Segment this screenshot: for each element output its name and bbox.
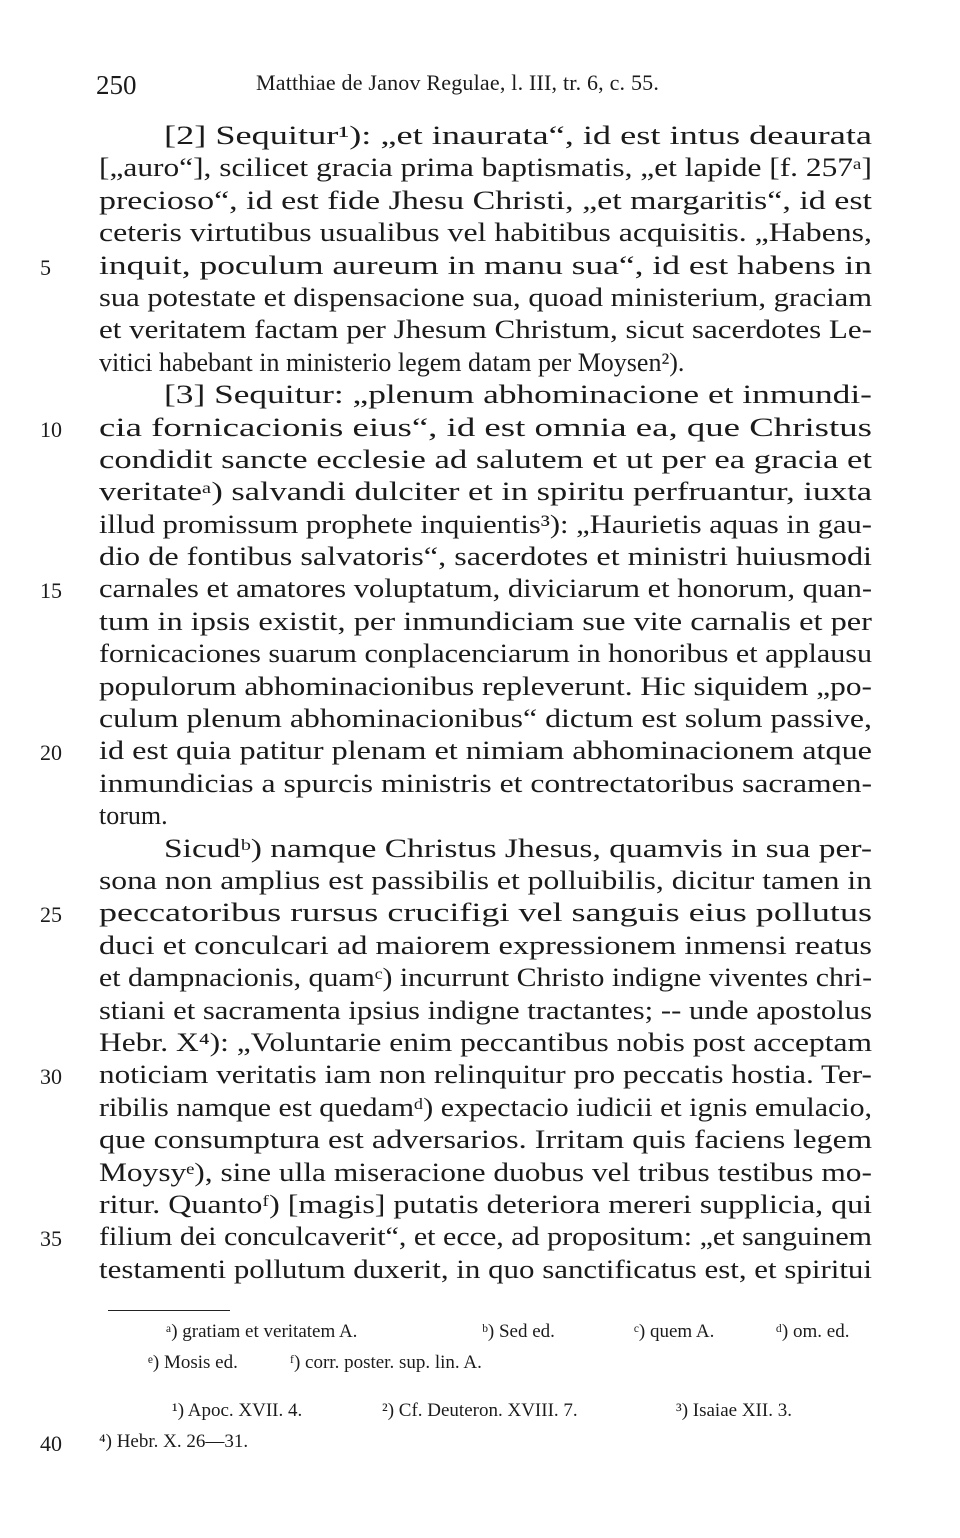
- line-number: 30: [40, 1064, 62, 1090]
- text-line: [0, 476, 960, 508]
- source-footnotes-line: [0, 1397, 960, 1428]
- main-text: [0, 120, 960, 1286]
- line-text: [2] Sequitur¹): „et inaurata“, id est intus deaurata: [164, 121, 873, 150]
- line-text: [3] Sequitur: „plenum abhominacione et inmundi-: [164, 380, 872, 410]
- line-text: Hebr. X⁴): „Voluntarie enim peccantibus nobis post acceptam: [99, 1027, 872, 1057]
- line-number: 10: [40, 416, 62, 442]
- line-text: cia fornicacionis eius“, id est omnia ea, que Christus: [99, 412, 872, 442]
- line-number: 15: [40, 578, 62, 604]
- text-line: [0, 412, 960, 444]
- text-line: [0, 930, 960, 962]
- text-line: [0, 800, 960, 832]
- line-text: Moysyᵉ), sine ulla miseracione duobus vel tribus testibus mo-: [99, 1157, 872, 1187]
- line-text: culum plenum abhominacionibus“ dictum est solum passive,: [99, 704, 873, 734]
- line-number: 40: [40, 1431, 62, 1456]
- footnote-a: ᵃ) gratiam et veritatem A.: [166, 1321, 358, 1342]
- text-line: [0, 1221, 960, 1253]
- line-text: tum in ipsis existit, per inmundiciam sue vite carnalis et per: [99, 606, 872, 636]
- line-text: dio de fontibus salvatoris“, sacerdotes et ministri huiusmodi: [99, 542, 873, 572]
- line-text: Sicudᵇ) namque Christus Jhesus, quamvis in sua per-: [164, 833, 873, 863]
- text-line: [0, 541, 960, 573]
- line-text: noticiam veritatis iam non relinquitur pro peccatis hostia. Ter-: [99, 1060, 872, 1090]
- footnote-b: ᵇ) Sed ed.: [482, 1321, 555, 1342]
- text-line: [0, 735, 960, 767]
- critical-footnotes-line: [0, 1318, 960, 1349]
- text-line: [0, 1189, 960, 1221]
- text-line: [0, 865, 960, 897]
- source-note-2: ²) Cf. Deuteron. XVIII. 7.: [382, 1400, 578, 1421]
- footnote-d: ᵈ) om. ed.: [776, 1321, 850, 1342]
- text-line: [0, 314, 960, 346]
- line-text: fornicaciones suarum conplacenciarum in honoribus et applausu: [99, 639, 872, 669]
- text-line: [0, 1124, 960, 1156]
- line-text: ceteris virtutibus usualibus vel habitibus acquisitis. „Habens,: [99, 218, 872, 248]
- text-line: [0, 962, 960, 994]
- footnote-e: ᵉ) Mosis ed.: [148, 1352, 238, 1373]
- line-text: et veritatem factam per Jhesum Christum, sicut sacerdotes Le-: [99, 315, 873, 345]
- line-text: veritateᵃ) salvandi dulciter et in spiritu perfruantur, iuxta: [99, 477, 873, 507]
- source-note-4: ⁴) Hebr. X. 26—31.: [99, 1431, 249, 1452]
- line-text: sua potestate et dispensacione sua, quoad ministerium, graciam: [99, 282, 873, 312]
- text-line: [0, 573, 960, 605]
- line-text: inquit, poculum aureum in manu sua“, id est habens in: [99, 250, 873, 280]
- source-note-1: ¹) Apoc. XVII. 4.: [172, 1400, 303, 1421]
- page-header: [0, 70, 960, 110]
- line-text: vitici habebant in ministerio legem datam per Moysen²).: [99, 347, 685, 377]
- page-number: 250: [96, 70, 137, 100]
- line-text: testamenti pollutum duxerit, in quo sanctificatus est, et spiritui: [99, 1254, 872, 1284]
- line-number: 5: [40, 254, 51, 280]
- source-note-3: ³) Isaiae XII. 3.: [676, 1400, 792, 1421]
- line-text: populorum abhominacionibus repleverunt. Hic siquidem „po-: [99, 671, 872, 701]
- line-number: 25: [40, 902, 62, 928]
- footnote-f: ᶠ) corr. poster. sup. lin. A.: [290, 1352, 482, 1373]
- text-line: [0, 250, 960, 282]
- text-line: [0, 995, 960, 1027]
- line-number: 20: [40, 740, 62, 766]
- text-line: [0, 1157, 960, 1189]
- critical-footnotes-line: [0, 1349, 960, 1380]
- footnotes: [0, 1318, 960, 1459]
- line-text: condidit sancte ecclesie ad salutem et ut per ea gracia et: [99, 444, 873, 474]
- text-line: [0, 120, 960, 152]
- line-text: sona non amplius est passibilis et polluibilis, dicitur tamen in: [99, 865, 872, 895]
- text-line: [0, 509, 960, 541]
- text-line: [0, 152, 960, 184]
- text-line: [0, 217, 960, 249]
- running-title: Matthiae de Janov Regulae, l. III, tr. 6, c. 55.: [256, 70, 660, 95]
- footnote-c: ᶜ) quem A.: [634, 1321, 715, 1342]
- text-line: [0, 606, 960, 638]
- line-text: duci et conculcari ad maiorem expressionem inmensi reatus: [99, 930, 872, 960]
- text-line: [0, 671, 960, 703]
- text-line: [0, 703, 960, 735]
- line-text: stiani et sacramenta ipsius indigne tractantes; -- unde apostolus: [99, 995, 873, 1025]
- line-text: peccatoribus rursus crucifigi vel sanguis eius pollutus: [99, 898, 873, 928]
- line-text: et dampnacionis, quamᶜ) incurrunt Christo indigne viventes chri-: [99, 963, 873, 993]
- line-text: [„auro“], scilicet gracia prima baptismatis, „et lapide [f. 257ᵃ]: [99, 153, 873, 183]
- text-line: [0, 1059, 960, 1091]
- text-line: [0, 282, 960, 314]
- source-footnotes-line: [0, 1428, 960, 1459]
- text-line: [0, 768, 960, 800]
- line-text: que consumptura est adversarios. Irritam quis faciens legem: [99, 1125, 873, 1155]
- line-text: torum.: [99, 801, 168, 831]
- line-text: filium dei conculcaverit“, et ecce, ad propositum: „et sanguinem: [99, 1222, 873, 1252]
- text-line: [0, 897, 960, 929]
- text-line: [0, 833, 960, 865]
- text-line: [0, 185, 960, 217]
- line-text: precioso“, id est fide Jhesu Christi, „et margaritis“, id est: [99, 185, 872, 215]
- text-line: [0, 1092, 960, 1124]
- text-line: [0, 379, 960, 411]
- line-text: ritur. Quantoᶠ) [magis] putatis deteriora mereri supplicia, qui: [99, 1189, 873, 1219]
- line-text: id est quia patitur plenam et nimiam abhominacionem atque: [99, 736, 872, 766]
- line-text: illud promissum prophete inquientis³): „Haurietis aquas in gau-: [99, 509, 872, 539]
- text-line: [0, 347, 960, 379]
- text-line: [0, 638, 960, 670]
- line-text: inmundicias a spurcis ministris et contrectatoribus sacramen-: [99, 768, 872, 798]
- text-line: [0, 444, 960, 476]
- line-text: ribilis namque est quedamᵈ) expectacio iudicii et ignis emulacio,: [99, 1092, 873, 1122]
- line-text: carnales et amatores voluptatum, diviciarum et honorum, quan-: [99, 574, 873, 604]
- text-line: [0, 1254, 960, 1286]
- footnote-rule: [108, 1310, 230, 1311]
- line-number: 35: [40, 1226, 62, 1252]
- text-line: [0, 1027, 960, 1059]
